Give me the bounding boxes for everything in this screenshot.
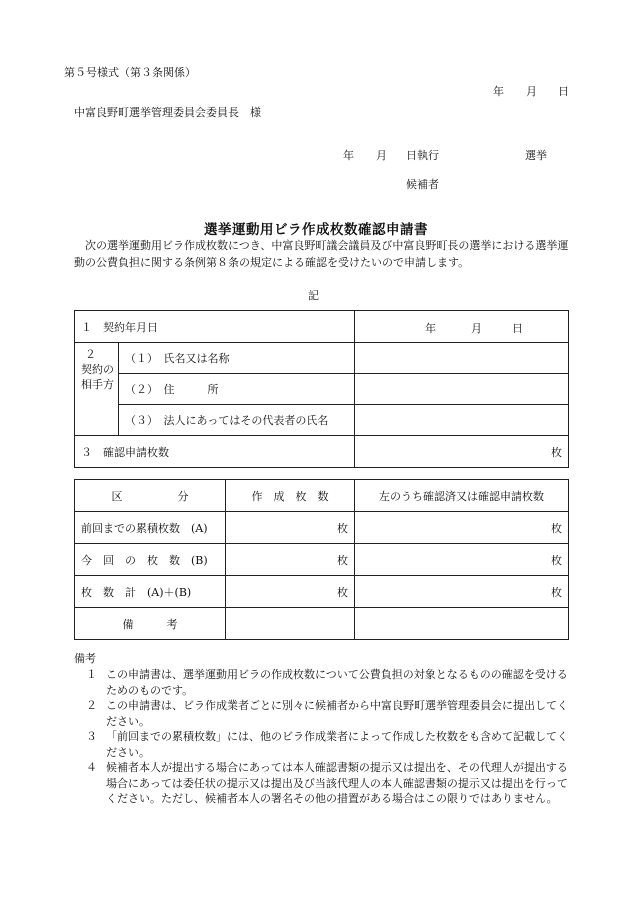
note-text: 「前回までの累積枚数」には、他のビラ作成業者によって作成した枚数をも含めて記載してください。 xyxy=(106,730,568,759)
note-item xyxy=(78,760,572,807)
note-number: １ xyxy=(86,668,97,681)
counterparty-representative-value[interactable] xyxy=(355,405,569,436)
note-text: この申請書は、ビラ作成業者ごとに別々に候補者から中富良野町選挙管理委員会に提出してください。 xyxy=(106,699,568,728)
counterparty-name-value[interactable] xyxy=(355,343,569,374)
row-label-current: 今 回 の 枚 数 (B) xyxy=(75,544,226,576)
counterparty-name-label: （１） 氏名又は名称 xyxy=(119,343,355,374)
candidate-label: 候補者 xyxy=(406,178,439,191)
header-category: 区 分 xyxy=(75,480,226,512)
current-confirmed-value[interactable]: 枚 xyxy=(355,544,569,576)
date-month-label: 月 xyxy=(526,85,537,98)
remarks-label: 備 考 xyxy=(75,608,226,640)
requested-count-label: ３ 確認申請枚数 xyxy=(75,436,355,468)
contract-date-label: １ 契約年月日 xyxy=(75,311,355,343)
header-confirmed-count: 左のうち確認済又は確認申請枚数 xyxy=(355,480,569,512)
counterparty-name-row xyxy=(75,343,569,374)
remarks-value-1[interactable] xyxy=(226,608,355,640)
total-confirmed-value[interactable]: 枚 xyxy=(355,576,569,608)
counterparty-label-a: 契約の xyxy=(81,363,114,376)
note-item xyxy=(78,667,572,698)
notes-heading: 備考 xyxy=(74,652,96,665)
election-month-label: 月 xyxy=(376,149,387,162)
contract-date-row xyxy=(75,311,569,343)
document-title: 選挙運動用ビラ作成枚数確認申請書 xyxy=(204,222,428,238)
note-number: ２ xyxy=(86,699,97,712)
election-executed-label: 日執行 xyxy=(406,149,439,162)
counterparty-label xyxy=(75,343,119,436)
counterparty-address-label: （２） 住 所 xyxy=(119,374,355,405)
remarks-row xyxy=(75,608,569,640)
header-created-count: 作 成 枚 数 xyxy=(226,480,355,512)
count-table xyxy=(74,479,569,640)
contract-table xyxy=(74,310,569,468)
table-row xyxy=(75,576,569,608)
ki-label: 記 xyxy=(308,289,319,302)
contract-date-day: 日 xyxy=(512,322,523,335)
election-label: 選挙 xyxy=(525,149,547,162)
row-label-total: 枚 数 計 (A)＋(B) xyxy=(75,576,226,608)
counterparty-representative-row xyxy=(75,405,569,436)
cumulative-confirmed-value[interactable]: 枚 xyxy=(355,512,569,544)
count-table-header xyxy=(75,480,569,512)
note-text: この申請書は、選挙運動用ビラの作成枚数について公費負担の対象となるものの確認を受けるためのものです。 xyxy=(106,668,568,697)
form-number-label: 第５号様式（第３条関係） xyxy=(64,66,196,79)
contract-date-value[interactable] xyxy=(355,311,569,343)
total-created-value[interactable]: 枚 xyxy=(226,576,355,608)
note-item xyxy=(78,698,572,729)
contract-date-month: 月 xyxy=(471,322,482,335)
cumulative-created-value[interactable]: 枚 xyxy=(226,512,355,544)
row-label-cumulative: 前回までの累積枚数 (A) xyxy=(75,512,226,544)
counterparty-address-value[interactable] xyxy=(355,374,569,405)
counterparty-label-b: 相手方 xyxy=(81,378,114,391)
addressee: 中富良野町選挙管理委員会委員長 様 xyxy=(74,106,261,119)
table-row xyxy=(75,512,569,544)
current-created-value[interactable]: 枚 xyxy=(226,544,355,576)
counterparty-representative-label: （３） 法人にあってはその代表者の氏名 xyxy=(119,405,355,436)
requested-count-row xyxy=(75,436,569,468)
note-number: ３ xyxy=(86,730,97,743)
election-year-label: 年 xyxy=(343,149,354,162)
note-text: 候補者本人が提出する場合にあっては本人確認書類の提示又は提出を、その代理人が提出する場合にあっては委任状の提示又は提出及び当該代理人の本人確認書類の提示又は提出を行ってください。ただし、候補者本人の署名その他の措置がある場合はこの限りではありません。 xyxy=(106,761,568,805)
contract-date-year: 年 xyxy=(425,322,436,335)
table-row xyxy=(75,544,569,576)
note-number: ４ xyxy=(86,761,97,774)
requested-count-value[interactable]: 枚 xyxy=(355,436,569,468)
intro-paragraph: 次の選挙運動用ビラ作成枚数につき、中富良野町議会議員及び中富良野町長の選挙における選挙運動の公費負担に関する条例第８条の規定による確認を受けたいので申請します。 xyxy=(74,239,569,269)
date-year-label: 年 xyxy=(493,85,504,98)
notes-list xyxy=(78,667,572,807)
remarks-value-2[interactable] xyxy=(355,608,569,640)
counterparty-number: ２ xyxy=(85,348,96,361)
date-day-label: 日 xyxy=(558,85,569,98)
note-item xyxy=(78,729,572,760)
counterparty-address-row xyxy=(75,374,569,405)
